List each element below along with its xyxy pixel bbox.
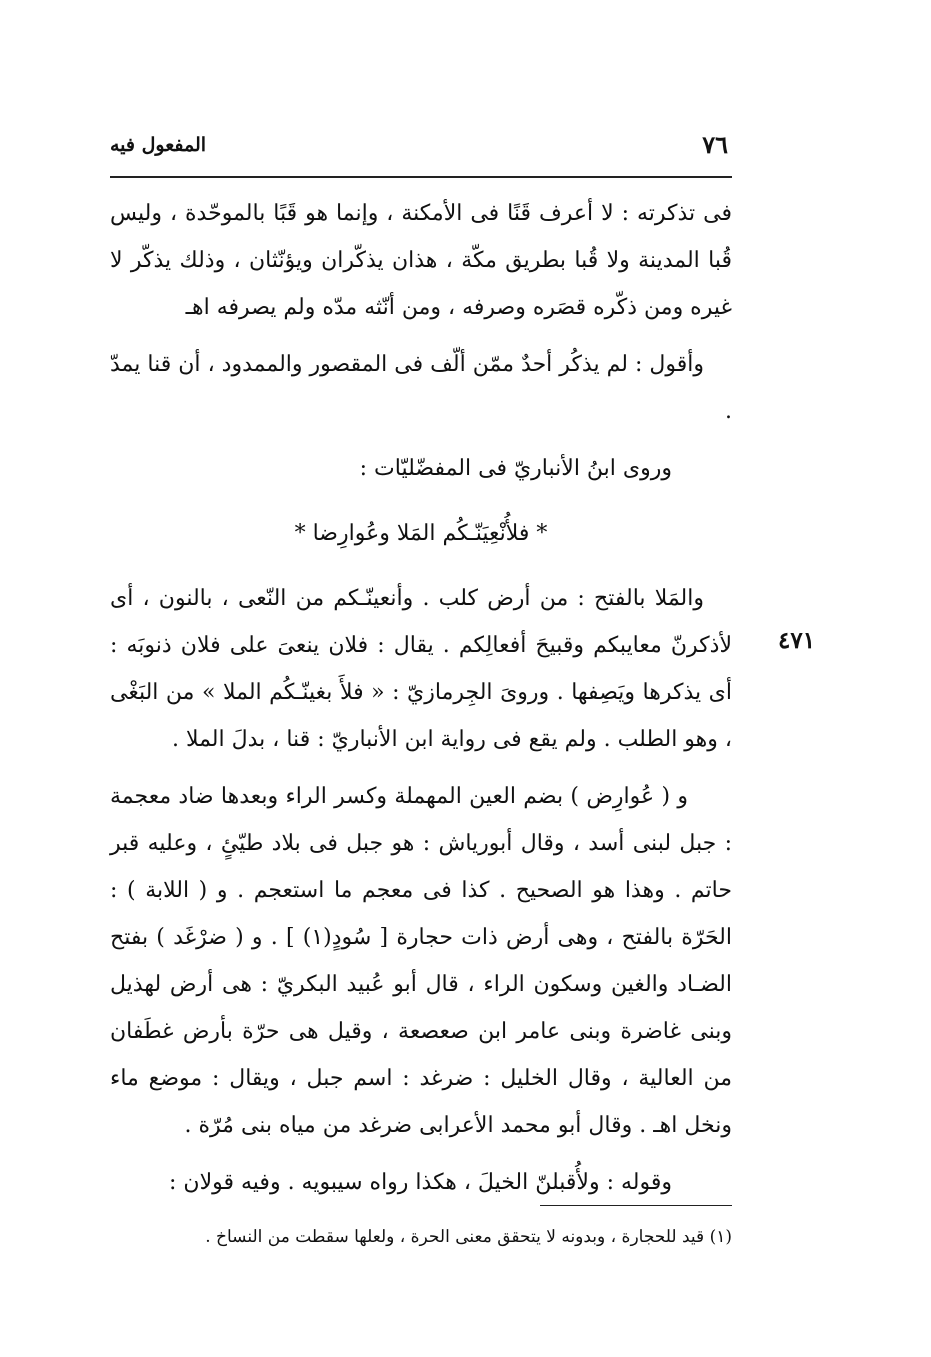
paragraph-2: وأقول : لم يذكُر أحدٌ ممّن ألّف فى المقصور والممدود ، أن قنا يمدّ . [110,352,732,424]
margin-reference-number: ٤٧١ [778,627,816,654]
paragraph-3: وروى ابنُ الأنباريّ فى المفضّليّات : [359,456,672,481]
footnote: (١) قيد للحجارة ، وبدونه لا يتحقق معنى الحرة ، ولعلها سقطت من النساخ . [205,1227,732,1247]
verse-line: * فلأُنْعِيَنّـكُم المَلا وعُوارِضا * [294,521,548,546]
page-header [110,130,732,170]
page-number: ٧٦ [702,130,728,159]
paragraph-4: والمَلا بالفتح : من أرض كلب . وأنعينّـكم من النّعى ، بالنون ، أى لأذكرنّ معايبكم وقبيحَ أفعالِكم . يقال : فلان ينعىَ على فلان ذنوبَه : أى يذكرها ويَصِفها . وروىَ الجِرمازيّ : « فلأَ بغينّـكُم الملا » من البَغْى ، وهو الطلب . ولم يقع فى رواية ابن الأنباريّ : قنا ، بدلَ الملا . [110,586,732,752]
footnote-divider [540,1205,732,1206]
page-body [110,190,732,1216]
header-divider [110,176,732,178]
running-title: المفعول فيه [110,134,207,156]
paragraph-5: و ( عُوارِض ) بضم العين المهملة وكسر الراء وبعدها ضاد معجمة : جبل لبنى أسد ، وقال أبورياش : هو جبل فى بلاد طيّئٍ ، وعليه قبر حاتم . وهذا هو الصحيح . كذا فى معجم ما استعجم . و ( اللابة ) : الحَرّة بالفتح ، وهى أرض ذات حجارة [ سُودٍ(١) ] . و ( ضرْغَد ) بفتح الضـاد والغين وسكون الراء ، قال أبو عُبيد البكريّ : هى أرض لهذيل وبنى غاضرة وبنى عامر ابن صعصعة ، وقيل هى حرّة بأرض غطَفان من العالية ، وقال الخليل : ضرغد : اسم جبل ، ويقال : موضع ماء ونخل اهـ . وقال أبو محمد الأعرابى ضرغد من مياه بنى مُرّة . [110,784,732,1138]
paragraph-1: فى تذكرته : لا أعرف قَنًا فى الأمكنة ، وإنما هو قَبًا بالموحّدة ، وليس قُبا المدينة ولا قُبا بطريق مكّة ، هذان يذكّران ويؤنّثان ، وذلك يذكّر لا غيره ومن ذكّره قصَره وصرفه ، ومن أنّثه مدّه ولم يصرفه اهـ [110,201,732,320]
paragraph-6: وقوله : ولأُقبلنّ الخيلَ ، هكذا رواه سيبويه . وفيه قولان : [169,1170,672,1195]
